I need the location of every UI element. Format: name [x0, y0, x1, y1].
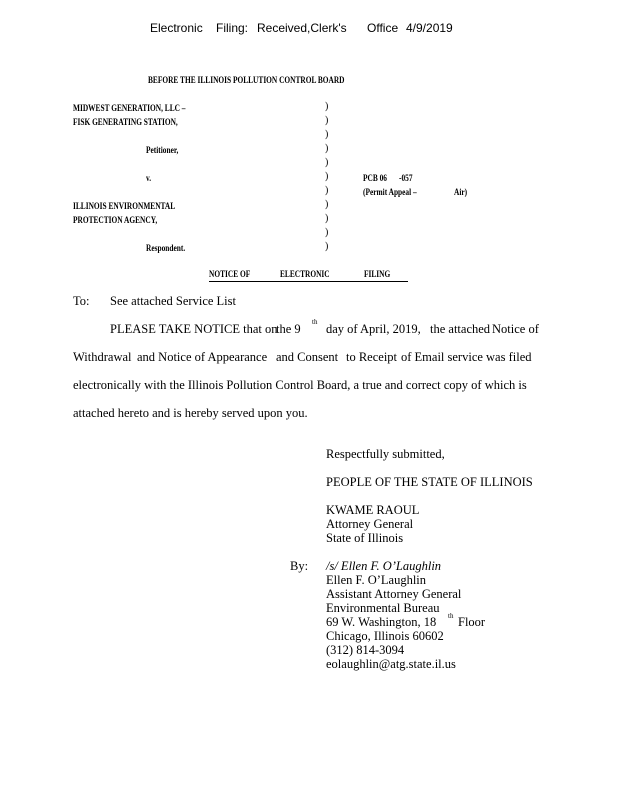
stamp-filing: Filing: — [216, 21, 249, 35]
body-line1-sup: th — [312, 318, 318, 326]
to-value: See attached Service List — [110, 294, 236, 308]
ag-state: State of Illinois — [326, 531, 404, 545]
caption-paren: ) — [325, 101, 329, 112]
email-address: eolaughlin@atg.state.il.us — [326, 657, 456, 671]
body-line1-b: the 9 — [276, 322, 301, 336]
title-underline — [209, 281, 408, 282]
stamp-electronic: Electronic — [150, 21, 203, 35]
title-filing: FILING — [364, 269, 391, 279]
title-electronic: ELECTRONIC — [280, 269, 330, 279]
ag-name: KWAME RAOUL — [326, 503, 420, 517]
petitioner-name-line2: FISK GENERATING STATION, — [73, 117, 178, 127]
respondent-name-line2: PROTECTION AGENCY, — [73, 215, 158, 225]
body-line1-e: Notice of — [492, 322, 539, 336]
case-number-b: -057 — [399, 173, 413, 183]
body-line1-c: day of April, 2019, — [326, 322, 421, 336]
case-type-b: Air) — [454, 187, 468, 197]
caption-paren: ) — [325, 185, 329, 196]
body-line2-d: to Receipt — [346, 350, 398, 364]
petitioner-role: Petitioner, — [146, 145, 179, 155]
versus: v. — [146, 173, 152, 183]
body-line2-c: and Consent — [276, 350, 339, 364]
electronic-signature: /s/ Ellen F. O’Laughlin — [326, 559, 442, 573]
case-type-a: (Permit Appeal – — [363, 187, 417, 197]
stamp-received: Received,Clerk's — [257, 21, 347, 35]
respondent-role: Respondent. — [146, 243, 186, 253]
caption-paren: ) — [325, 143, 329, 154]
attorney-bureau: Environmental Bureau — [326, 601, 440, 615]
ag-title: Attorney General — [326, 517, 414, 531]
caption-paren: ) — [325, 157, 329, 168]
caption-paren: ) — [325, 213, 329, 224]
street-address: 69 W. Washington, 18 — [326, 615, 437, 629]
street-sup: th — [448, 612, 454, 620]
attorney-name: Ellen F. O’Laughlin — [326, 573, 427, 587]
caption-paren: ) — [325, 199, 329, 210]
city-state-zip: Chicago, Illinois 60602 — [326, 629, 444, 643]
body-line4: attached hereto and is hereby served upon you. — [73, 406, 308, 420]
body-line1-a: PLEASE TAKE NOTICE that on — [110, 322, 278, 336]
body-line2-e: of Email service was filed — [401, 350, 532, 364]
closing: Respectfully submitted, — [326, 447, 445, 461]
street-floor: Floor — [458, 615, 486, 629]
to-label: To: — [73, 294, 90, 308]
respondent-name-line1: ILLINOIS ENVIRONMENTAL — [73, 201, 176, 211]
body-line2-a: Withdrawal — [73, 350, 132, 364]
caption-paren: ) — [325, 171, 329, 182]
case-number-a: PCB 06 — [363, 173, 387, 183]
stamp-date: 4/9/2019 — [406, 21, 453, 35]
phone-number: (312) 814-3094 — [326, 643, 405, 657]
caption-paren: ) — [325, 227, 329, 238]
petitioner-name-line1: MIDWEST GENERATION, LLC – — [73, 103, 186, 113]
title-notice: NOTICE OF — [209, 269, 251, 279]
body-line1-d: the attached — [430, 322, 491, 336]
stamp-office: Office — [367, 21, 399, 35]
party-name: PEOPLE OF THE STATE OF ILLINOIS — [326, 475, 533, 489]
by-label: By: — [290, 559, 309, 573]
caption-paren: ) — [325, 129, 329, 140]
caption-paren: ) — [325, 115, 329, 126]
attorney-title: Assistant Attorney General — [326, 587, 462, 601]
board-heading: BEFORE THE ILLINOIS POLLUTION CONTROL BOARD — [148, 75, 345, 85]
body-line3: electronically with the Illinois Pollution Control Board, a true and correct copy of which is — [73, 378, 527, 392]
body-line2-b: and Notice of Appearance — [137, 350, 268, 364]
caption-paren: ) — [325, 241, 329, 252]
